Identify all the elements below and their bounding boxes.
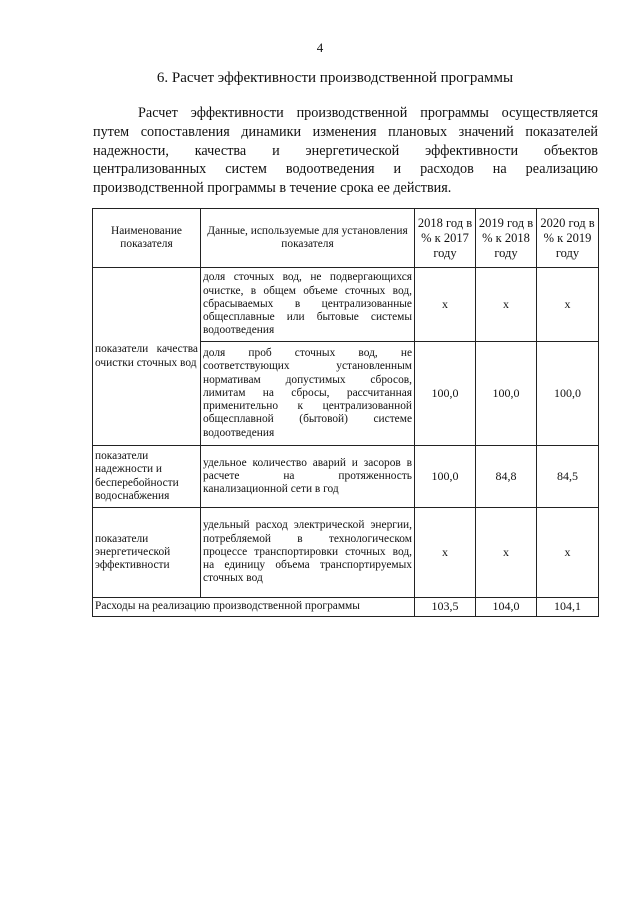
row-description: удельный расход электрической энергии, потребляемой в технологическом процессе транспортировки сточных вод, на единицу объема транспортируемых сточных вод <box>201 508 415 598</box>
cell-2019: х <box>476 268 537 342</box>
row-description: доля проб сточных вод, не соответствующих установленным нормативам допустимых сбросов, лимитам на сбросы, рассчитанная применительно к централизованной общесплавной (бытовой) системе водоотведения <box>201 342 415 446</box>
table-row <box>93 268 599 342</box>
total-2020: 104,1 <box>537 598 599 617</box>
efficiency-table <box>92 208 599 617</box>
cell-2020: х <box>537 508 599 598</box>
table-row <box>93 446 599 508</box>
total-2019: 104,0 <box>476 598 537 617</box>
cell-2020: 84,5 <box>537 446 599 508</box>
page-number: 4 <box>316 40 324 55</box>
cell-2019: 84,8 <box>476 446 537 508</box>
header-data-used: Данные, используемые для установления показателя <box>201 209 415 268</box>
total-row <box>93 598 599 617</box>
intro-paragraph: Расчет эффективности производственной программы осуществляется путем сопоставления динамики изменения плановых значений показателей надежности, качества и энергетической эффективности объектов централизованных систем водоотведения и расходов на реализацию производственной программы в течение срока ее действия. <box>93 105 598 197</box>
header-year-2019: 2019 год в % к 2018 году <box>476 209 537 268</box>
row-description: доля сточных вод, не подвергающихся очистке, в общем объеме сточных вод, сбрасываемых в централизованные общесплавные или бытовые системы водоотведения <box>201 268 415 342</box>
section-title: 6. Расчет эффективности производственной программы <box>156 70 514 86</box>
cell-2019: 100,0 <box>476 342 537 446</box>
total-label: Расходы на реализацию производственной программы <box>93 598 415 617</box>
header-indicator: Наименование показателя <box>93 209 201 268</box>
cell-2018: х <box>415 508 476 598</box>
table-header-row <box>93 209 599 268</box>
group-quality: показатели качества очистки сточных вод <box>93 268 201 446</box>
header-year-2020: 2020 год в % к 2019 году <box>537 209 599 268</box>
row-description: удельное количество аварий и засоров в расчете на протяженность канализационной сети в год <box>201 446 415 508</box>
cell-2018: 100,0 <box>415 446 476 508</box>
cell-2020: 100,0 <box>537 342 599 446</box>
group-reliability: показатели надежности и бесперебойности водоснабжения <box>93 446 201 508</box>
table-row <box>93 508 599 598</box>
total-2018: 103,5 <box>415 598 476 617</box>
cell-2020: х <box>537 268 599 342</box>
cell-2018: 100,0 <box>415 342 476 446</box>
cell-2019: х <box>476 508 537 598</box>
cell-2018: х <box>415 268 476 342</box>
header-year-2018: 2018 год в % к 2017 году <box>415 209 476 268</box>
group-energy: показатели энергетической эффективности <box>93 508 201 598</box>
